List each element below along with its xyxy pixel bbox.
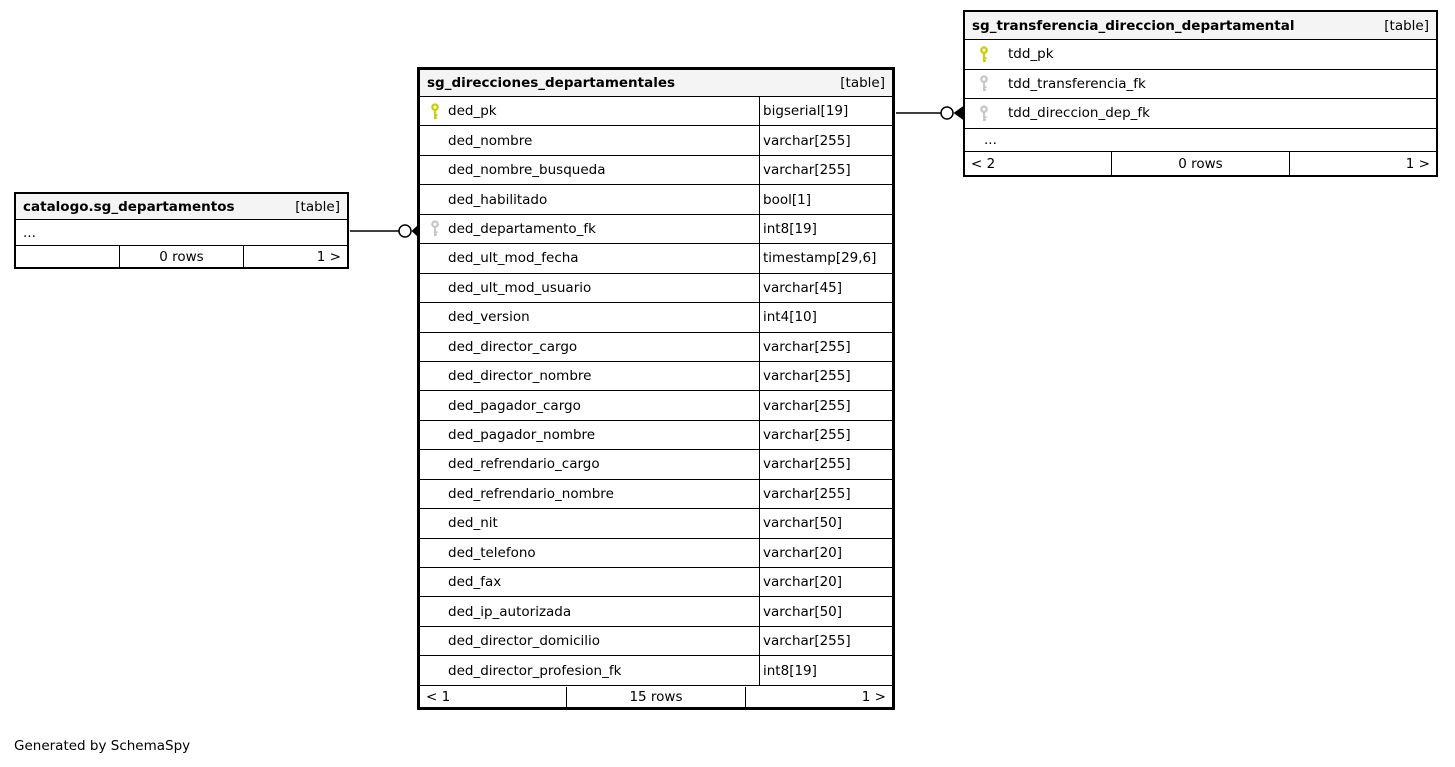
column-row-ded_pk[interactable] — [420, 97, 892, 126]
column-row-ded_departamento_fk[interactable] — [420, 215, 892, 244]
column-row-ded_director_profesion_fk[interactable] — [420, 656, 892, 685]
column-type: int8[19] — [759, 656, 892, 684]
column-name: ded_ip_autorizada — [448, 603, 572, 620]
foreign-key-icon — [978, 105, 989, 122]
column-row-ded_version[interactable] — [420, 303, 892, 332]
column-name: ded_version — [448, 309, 530, 326]
relationship-departamentos-to-direcciones — [350, 225, 418, 237]
column-type: varchar[50] — [759, 509, 892, 537]
column-name: ded_pk — [448, 103, 497, 120]
column-type: varchar[255] — [759, 362, 892, 390]
column-row-ded_refrendario_nombre[interactable] — [420, 480, 892, 509]
column-row-tdd_pk[interactable] — [965, 40, 1436, 70]
next-degrees-link[interactable]: 1 > — [316, 248, 341, 265]
column-row-tdd_transferencia_fk[interactable] — [965, 70, 1436, 100]
column-type: varchar[255] — [759, 156, 892, 184]
row-count: 15 rows — [566, 687, 745, 707]
column-type: bigserial[19] — [759, 97, 892, 125]
column-name: ded_director_domicilio — [448, 633, 601, 650]
generated-by-note: Generated by SchemaSpy — [14, 738, 191, 754]
collapsed-columns-label: ... — [23, 224, 36, 241]
primary-key-icon — [429, 103, 440, 120]
column-name: ded_ult_mod_fecha — [448, 250, 579, 267]
table-type-badge: [table] — [840, 75, 885, 91]
table-sg-direcciones-departamentales[interactable] — [417, 67, 895, 710]
table-title[interactable]: sg_transferencia_direccion_departamental — [972, 17, 1295, 34]
column-type: int4[10] — [759, 303, 892, 331]
column-row-ded_habilitado[interactable] — [420, 185, 892, 214]
column-name: ded_telefono — [448, 544, 536, 561]
column-name: ded_pagador_cargo — [448, 397, 581, 414]
column-row-ded_pagador_cargo[interactable] — [420, 391, 892, 420]
foreign-key-icon — [429, 220, 440, 237]
column-type: varchar[45] — [759, 274, 892, 302]
collapsed-columns-label: ... — [984, 131, 997, 148]
column-type: timestamp[29,6] — [759, 244, 892, 272]
table-footer — [965, 152, 1436, 175]
table-columns — [965, 40, 1436, 152]
column-type: varchar[255] — [759, 480, 892, 508]
column-name: ded_refrendario_nombre — [448, 485, 614, 502]
table-header[interactable] — [16, 194, 347, 220]
column-type: bool[1] — [759, 185, 892, 213]
table-columns — [16, 220, 347, 246]
column-name: tdd_pk — [1008, 46, 1054, 63]
table-title[interactable]: sg_direcciones_departamentales — [427, 75, 676, 91]
column-row-tdd_direccion_dep_fk[interactable] — [965, 99, 1436, 129]
collapsed-columns-row — [16, 220, 347, 246]
column-type: varchar[50] — [759, 597, 892, 625]
column-row-ded_director_nombre[interactable] — [420, 362, 892, 391]
column-row-ded_refrendario_cargo[interactable] — [420, 450, 892, 479]
primary-key-icon — [978, 46, 989, 63]
column-name: ded_nombre — [448, 132, 533, 149]
table-sg-transferencia-direccion-departamental[interactable] — [963, 10, 1438, 177]
column-type: varchar[255] — [759, 627, 892, 655]
column-row-ded_fax[interactable] — [420, 568, 892, 597]
column-name: ded_director_nombre — [448, 368, 592, 385]
table-type-badge: [table] — [295, 198, 340, 215]
column-row-ded_nombre[interactable] — [420, 126, 892, 155]
next-degrees-link[interactable]: 1 > — [1405, 155, 1430, 172]
column-row-ded_director_cargo[interactable] — [420, 333, 892, 362]
table-header[interactable] — [965, 12, 1436, 40]
column-type: varchar[255] — [759, 391, 892, 419]
column-name: ded_nit — [448, 515, 498, 532]
column-row-ded_telefono[interactable] — [420, 539, 892, 568]
column-type: varchar[20] — [759, 568, 892, 596]
column-row-ded_nombre_busqueda[interactable] — [420, 156, 892, 185]
column-row-ded_ult_mod_usuario[interactable] — [420, 274, 892, 303]
table-type-badge: [table] — [1384, 17, 1429, 34]
column-row-ded_pagador_nombre[interactable] — [420, 421, 892, 450]
row-count: 0 rows — [119, 246, 245, 267]
column-name: tdd_transferencia_fk — [1008, 75, 1146, 92]
column-name: tdd_direccion_dep_fk — [1008, 105, 1150, 122]
table-title[interactable]: catalogo.sg_departamentos — [23, 198, 235, 215]
column-row-ded_director_domicilio[interactable] — [420, 627, 892, 656]
column-name: ded_nombre_busqueda — [448, 162, 606, 179]
column-type: varchar[255] — [759, 333, 892, 361]
column-type: varchar[255] — [759, 126, 892, 154]
column-row-ded_nit[interactable] — [420, 509, 892, 538]
row-count: 0 rows — [1111, 152, 1290, 175]
column-name: ded_pagador_nombre — [448, 427, 596, 444]
column-row-ded_ip_autorizada[interactable] — [420, 597, 892, 626]
prev-degrees-link[interactable]: < 1 — [426, 689, 451, 705]
column-name: ded_refrendario_cargo — [448, 456, 600, 473]
column-name: ded_director_cargo — [448, 338, 578, 355]
next-degrees-link[interactable]: 1 > — [861, 689, 886, 705]
prev-degrees-link[interactable]: < 2 — [971, 155, 996, 172]
table-catalogo-sg-departamentos[interactable] — [14, 192, 349, 269]
collapsed-columns-row — [965, 129, 1436, 152]
table-footer — [420, 687, 892, 707]
column-type: varchar[20] — [759, 539, 892, 567]
column-name: ded_habilitado — [448, 191, 548, 208]
column-name: ded_departamento_fk — [448, 220, 596, 237]
column-name: ded_fax — [448, 574, 502, 591]
table-header[interactable] — [420, 70, 892, 97]
column-type: varchar[255] — [759, 450, 892, 478]
prev-degrees-link — [16, 246, 119, 267]
column-name: ded_ult_mod_usuario — [448, 279, 592, 296]
column-row-ded_ult_mod_fecha[interactable] — [420, 244, 892, 273]
column-name: ded_director_profesion_fk — [448, 662, 622, 679]
table-columns — [420, 97, 892, 687]
column-type: varchar[255] — [759, 421, 892, 449]
table-footer — [16, 246, 347, 267]
relationship-direcciones-to-transferencia — [896, 106, 964, 121]
foreign-key-icon — [978, 75, 989, 92]
column-type: int8[19] — [759, 215, 892, 243]
